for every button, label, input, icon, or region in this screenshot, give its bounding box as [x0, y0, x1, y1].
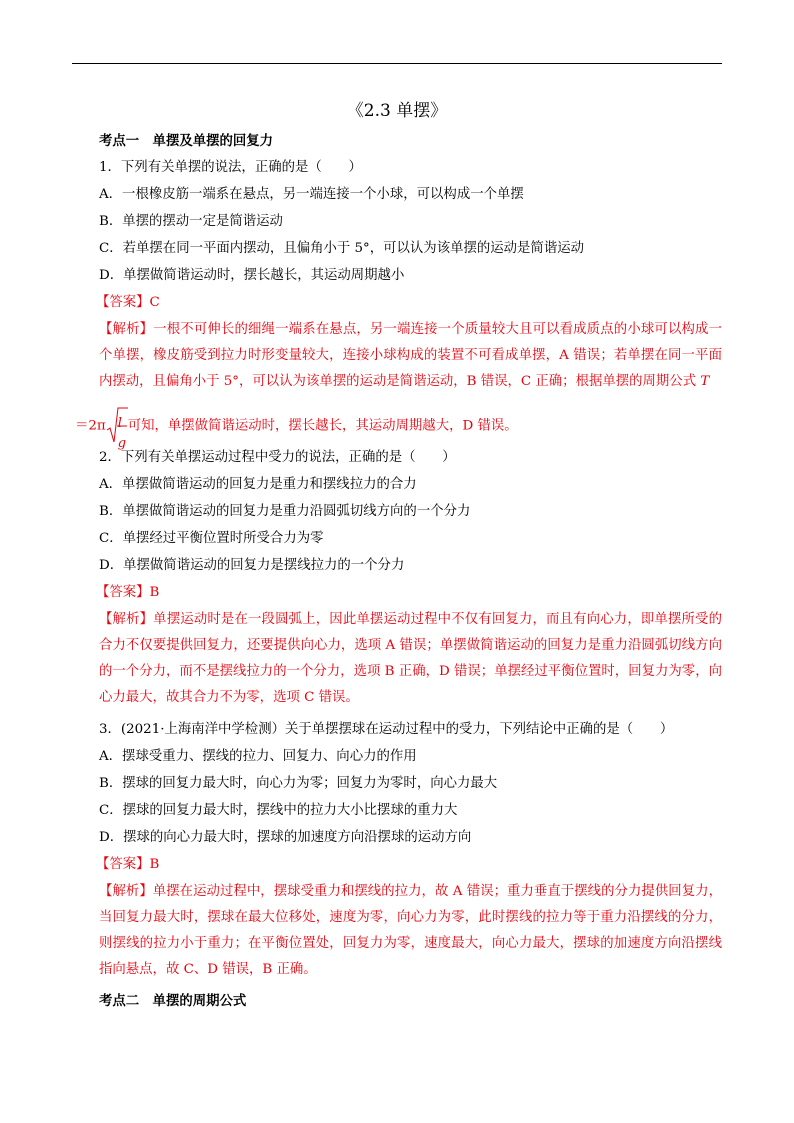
q1-option-d: D．单摆做简谐运动时，摆长越长，其运动周期越小	[99, 268, 405, 283]
q2-option-c: C．单摆经过平衡位置时所受合力为零	[99, 531, 324, 546]
header-rule	[72, 63, 722, 64]
q1-answer: 【答案】C	[96, 295, 160, 310]
q3-option-b: B．摆球的回复力最大时，向心力为零；回复力为零时，向心力最大	[99, 776, 498, 791]
q2-option-b: B．单摆做简谐运动的回复力是重力沿圆弧切线方向的一个分力	[99, 504, 471, 519]
q1-analysis-T: T	[700, 374, 710, 389]
q3-option-c: C．摆球的回复力最大时，摆线中的拉力大小比摆球的重力大	[99, 803, 458, 818]
q2-stem: 2．下列有关单摆运动过程中受力的说法，正确的是（ ）	[99, 450, 456, 465]
q3-answer: 【答案】B	[96, 857, 160, 872]
page-title: 《2.3 单摆》	[346, 101, 448, 121]
q1-option-a: A．一根橡皮筋一端系在悬点，另一端连接一个小球，可以构成一个单摆	[99, 187, 524, 202]
section-heading-2: 考点二 单摆的周期公式	[99, 993, 247, 1009]
q1-option-c: C．若单摆在同一平面内摆动，且偏角小于 5°，可以认为该单摆的运动是简谐运动	[99, 241, 584, 256]
q1-formula-suffix: 可知，单摆做简谐运动时，摆长越长，其运动周期越大，D 错误。	[127, 418, 518, 434]
q3-analysis: 【解析】单摆在运动过程中，摆球受重力和摆线的拉力，故 A 错误；重力垂直于摆线的分力提供回复力，当回复力最大时，摆球在最大位移处，速度为零，向心力为零，此时摆线的拉力等于重力沿摆线的分力，则摆线的拉力小于重力；在平衡位置处，回复力为零，速度最大，向心力最大，摆球的加速度方向沿摆线指向悬点，故 C、D 错误，B 正确。	[99, 884, 722, 977]
sqrt-fraction	[106, 406, 128, 451]
q2-option-a: A．单摆做简谐运动的回复力是重力和摆线拉力的合力	[99, 477, 417, 492]
q3-option-a: A．摆球受重力、摆线的拉力、回复力、向心力的作用	[99, 749, 417, 764]
q1-analysis	[99, 317, 722, 395]
q2-answer: 【答案】B	[96, 585, 160, 600]
fraction-denominator: g	[117, 436, 127, 451]
q2-option-d: D．单摆做简谐运动的回复力是摆线拉力的一个分力	[99, 558, 405, 573]
q3-stem: 3．(2021·上海南洋中学检测）关于单摆摆球在运动过程中的受力，下列结论中正确的是（ ）	[99, 722, 674, 737]
section-heading-1: 考点一 单摆及单摆的回复力	[99, 133, 274, 149]
q1-stem: 1．下列有关单摆的说法，正确的是（ ）	[99, 160, 362, 175]
q1-formula-prefix: ＝2π	[75, 418, 106, 434]
q1-option-b: B．单摆的摆动一定是简谐运动	[99, 214, 283, 229]
q1-analysis-text: 【解析】一根不可伸长的细绳一端系在悬点，另一端连接一个质量较大且可以看成质点的小球可以构成一个单摆，橡皮筋受到拉力时形变量较大，连接小球构成的装置不可看成单摆，A 错误；若单摆在同一平面内摆动，且偏角小于 5°，可以认为该单摆的运动是简谐运动，B 错误，C 正确；根据单摆的周期公式	[99, 322, 722, 389]
q3-option-d: D．摆球的向心力最大时，摆球的加速度方向沿摆球的运动方向	[99, 830, 472, 845]
q2-analysis: 【解析】单摆运动时是在一段圆弧上，因此单摆运动过程中不仅有回复力，而且有向心力，即单摆所受的合力不仅要提供回复力，还要提供向心力，选项 A 错误；单摆做简谐运动的回复力是重力沿圆弧切线方向的一个分力，而不是摆线拉力的一个分力，选项 B 正确，D 错误；单摆经过平衡位置时，回复力为零，向心力最大，故其合力不为零，选项 C 错误。	[99, 612, 722, 705]
q1-formula-line	[75, 406, 518, 451]
fraction-numerator: l	[117, 416, 122, 431]
